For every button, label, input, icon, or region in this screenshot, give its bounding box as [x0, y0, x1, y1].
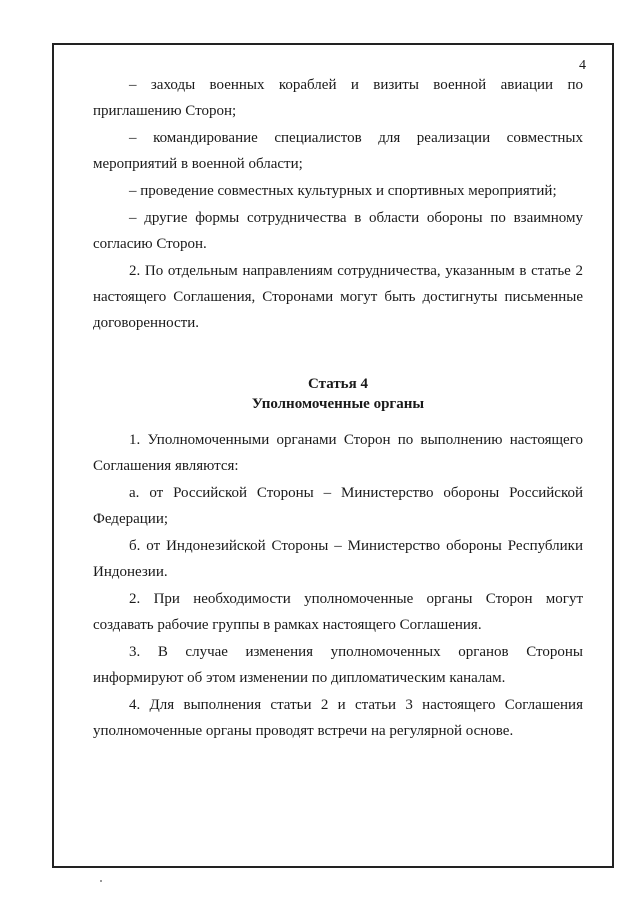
paragraph-other-forms: – другие формы сотрудничества в области обороны по взаимному согласию Сторон.	[93, 210, 583, 252]
document-body	[93, 72, 583, 744]
paragraph-cultural-events: – проведение совместных культурных и спортивных мероприятий;	[129, 183, 557, 199]
article-heading	[93, 374, 583, 414]
paragraph-regular-meetings: 4. Для выполнения статьи 2 и статьи 3 настоящего Соглашения уполномоченные органы проводят встречи на регулярной основе.	[93, 697, 583, 739]
paragraph-specialists: – командирование специалистов для реализации совместных мероприятий в военной области;	[93, 130, 583, 172]
paragraph-changes-notification: 3. В случае изменения уполномоченных органов Стороны информируют об этом изменении по дипломатическим каналам.	[93, 644, 583, 686]
page-number: 4	[579, 58, 586, 73]
paragraph-naval-visits: – заходы военных кораблей и визиты военной авиации по приглашению Сторон;	[93, 77, 583, 119]
paragraph-written-agreements: 2. По отдельным направлениям сотрудничества, указанным в статье 2 настоящего Соглашения, Сторонами могут быть достигнуты письменные договоренности.	[93, 263, 583, 331]
article-number: Статья 4	[308, 376, 368, 392]
paragraph-authorized-bodies: 1. Уполномоченными органами Сторон по выполнению настоящего Соглашения являются:	[93, 432, 583, 474]
paragraph-working-groups: 2. При необходимости уполномоченные органы Сторон могут создавать рабочие группы в рамках настоящего Соглашения.	[93, 591, 583, 633]
paragraph-russian-side: а. от Российской Стороны – Министерство обороны Российской Федерации;	[93, 485, 583, 527]
paragraph-indonesian-side: б. от Индонезийской Стороны – Министерство обороны Республики Индонезии.	[93, 538, 583, 580]
article-title: Уполномоченные органы	[251, 396, 425, 412]
scan-artifact	[100, 880, 102, 882]
